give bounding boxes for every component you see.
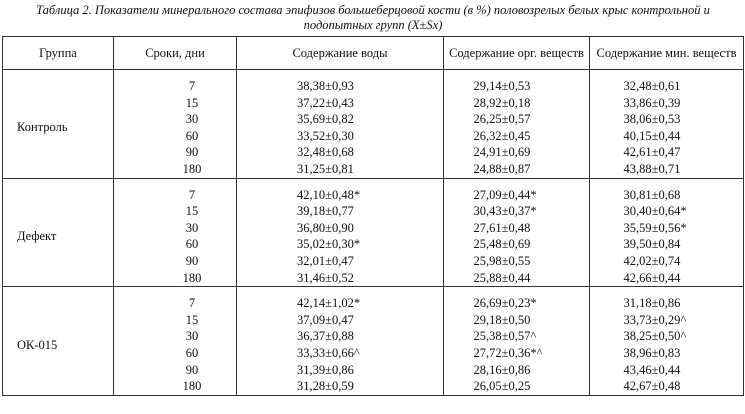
term-cell: 15 (114, 203, 237, 220)
org-cell: 28,92±0,18 (473, 95, 531, 110)
water-cell: 32,01±0,47 (297, 253, 354, 268)
term-cell: 180 (114, 161, 237, 178)
term-cell: 30 (114, 328, 237, 345)
group-name: Дефект (3, 187, 114, 287)
table-row (3, 328, 744, 345)
water-cell: 42,14±1,02* (297, 296, 361, 311)
group-control (3, 70, 744, 179)
table-row (3, 187, 744, 204)
group-name: ОК-015 (3, 295, 114, 395)
term-cell: 90 (114, 253, 237, 270)
term-cell: 60 (114, 128, 237, 145)
table-row (3, 144, 744, 161)
header-org: Содержание орг. веществ (444, 37, 590, 70)
header-min: Содержание мин. веществ (590, 37, 744, 70)
term-cell: 90 (114, 144, 237, 161)
min-cell: 42,61±0,47 (623, 145, 681, 160)
term-cell: 60 (114, 236, 237, 253)
org-cell: 24,88±0,87 (473, 161, 531, 176)
min-cell: 42,67±0,48 (623, 379, 681, 394)
table-row (3, 378, 744, 395)
header-group: Группа (3, 37, 114, 70)
water-cell: 35,69±0,82 (297, 112, 354, 127)
term-cell: 60 (114, 345, 237, 362)
water-cell: 38,38±0,93 (297, 79, 354, 93)
min-cell: 31,18±0,86 (623, 296, 681, 311)
min-cell: 43,46±0,44 (623, 362, 681, 377)
org-cell: 25,38±0,57^ (473, 329, 537, 344)
org-cell: 26,69±0,23* (473, 296, 537, 311)
table-caption: Таблица 2. Показатели минерального состава эпифизов большеберцовой кости (в %) половозрелых белых крыс контрольной и подопытных групп (X±Sx) (36, 3, 710, 32)
org-cell: 25,88±0,44 (473, 270, 531, 285)
org-cell: 27,61±0,48 (473, 220, 531, 235)
header-water: Содержание воды (237, 37, 444, 70)
water-cell: 33,52±0,30 (297, 128, 354, 143)
min-cell: 30,81±0,68 (623, 187, 681, 202)
org-cell: 28,16±0,86 (473, 362, 531, 377)
min-cell: 33,86±0,39 (623, 95, 681, 110)
water-cell: 31,46±0,52 (297, 270, 354, 285)
term-cell: 30 (114, 111, 237, 128)
term-cell: 15 (114, 312, 237, 329)
org-cell: 26,25±0,57 (473, 112, 531, 127)
water-cell: 31,28±0,59 (297, 379, 354, 394)
term-cell: 90 (114, 362, 237, 379)
min-cell: 38,96±0,83 (623, 345, 681, 360)
table-row (3, 362, 744, 379)
table-row (3, 295, 744, 312)
water-cell: 33,33±0,66^ (297, 345, 360, 360)
min-cell: 32,48±0,61 (623, 79, 681, 93)
table-row (3, 270, 744, 287)
org-cell: 25,98±0,55 (473, 253, 531, 268)
table-row (3, 236, 744, 253)
term-cell: 15 (114, 95, 237, 112)
water-cell: 36,37±0,88 (297, 329, 354, 344)
water-cell: 31,39±0,86 (297, 362, 354, 377)
term-cell: 180 (114, 378, 237, 395)
mineral-composition-table (2, 36, 744, 396)
org-cell: 24,91±0,69 (473, 145, 531, 160)
min-cell: 43,88±0,71 (623, 161, 681, 176)
org-cell: 30,43±0,37* (473, 204, 537, 219)
term-cell: 7 (114, 78, 237, 95)
org-cell: 27,09±0,44* (473, 187, 537, 202)
min-cell: 42,02±0,74 (623, 253, 681, 268)
org-cell: 26,05±0,25 (473, 379, 531, 394)
min-cell: 39,50±0,84 (623, 237, 681, 252)
term-cell: 180 (114, 270, 237, 287)
org-cell: 27,72±0,36*^ (473, 345, 543, 360)
table-row (3, 95, 744, 112)
min-cell: 38,06±0,53 (623, 112, 681, 127)
min-cell: 40,15±0,44 (623, 128, 681, 143)
water-cell: 37,22±0,43 (297, 95, 354, 110)
group-ok015 (3, 287, 744, 396)
term-cell: 7 (114, 295, 237, 312)
min-cell: 30,40±0,64* (623, 204, 687, 219)
table-row (3, 161, 744, 178)
min-cell: 42,66±0,44 (623, 270, 681, 285)
term-cell: 7 (114, 187, 237, 204)
water-cell: 32,48±0,68 (297, 145, 354, 160)
table-row (3, 312, 744, 329)
min-cell: 33,73±0,29^ (623, 312, 687, 327)
table-row (3, 78, 744, 95)
water-cell: 35,02±0,30* (297, 237, 361, 252)
table-row (3, 203, 744, 220)
table-row (3, 345, 744, 362)
header-term: Сроки, дни (114, 37, 237, 70)
group-name: Контроль (3, 78, 114, 178)
water-cell: 42,10±0,48* (297, 187, 361, 202)
org-cell: 25,48±0,69 (473, 237, 531, 252)
water-cell: 31,25±0,81 (297, 161, 354, 176)
term-cell: 30 (114, 220, 237, 237)
water-cell: 37,09±0,47 (297, 312, 354, 327)
org-cell: 29,14±0,53 (473, 79, 531, 93)
table-row (3, 220, 744, 237)
header-row (3, 37, 744, 70)
table-row (3, 253, 744, 270)
org-cell: 26,32±0,45 (473, 128, 531, 143)
min-cell: 38,25±0,50^ (623, 329, 687, 344)
water-cell: 36,80±0,90 (297, 220, 354, 235)
org-cell: 29,18±0,50 (473, 312, 531, 327)
table-row (3, 128, 744, 145)
min-cell: 35,59±0,56* (623, 220, 687, 235)
table-row (3, 111, 744, 128)
group-defect (3, 178, 744, 287)
water-cell: 39,18±0,77 (297, 204, 354, 219)
